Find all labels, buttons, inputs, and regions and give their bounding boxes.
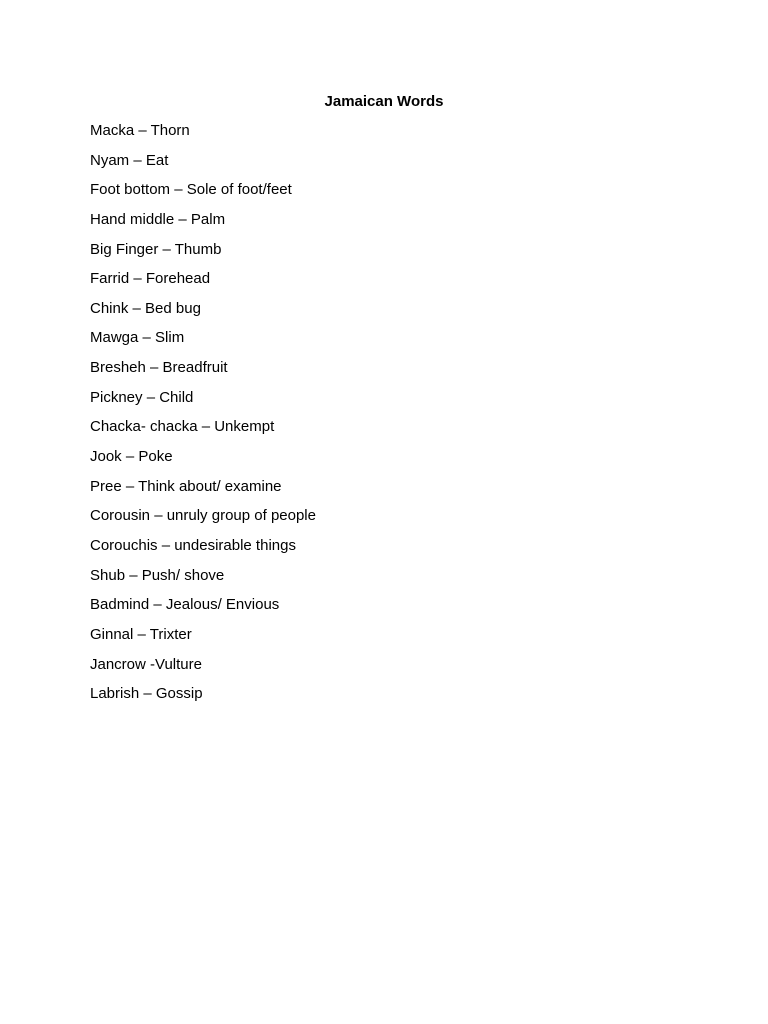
word-entry: Pickney – Child (90, 388, 194, 406)
word-entry: Nyam – Eat (90, 151, 169, 169)
word-entry: Macka – Thorn (90, 122, 190, 139)
word-entry: Jancrow -Vulture (90, 655, 202, 673)
word-entry: Chink – Bed bug (90, 299, 201, 317)
word-entry: Foot bottom – Sole of foot/feet (90, 181, 292, 199)
word-entry: Ginnal – Trixter (90, 625, 192, 643)
word-entry: Shub – Push/ shove (90, 566, 225, 584)
document-title: Jamaican Words (324, 93, 444, 110)
word-entry: Labrish – Gossip (90, 685, 203, 703)
word-entry: Badmind – Jealous/ Envious (90, 596, 280, 614)
word-entry: Hand middle – Palm (90, 210, 226, 228)
word-entry: Big Finger – Thumb (90, 240, 222, 258)
word-entry: Mawga – Slim (90, 329, 185, 347)
word-entry: Corouchis – undesirable things (90, 536, 296, 554)
word-entry: Chacka- chacka – Unkempt (90, 418, 275, 436)
word-entry: Pree – Think about/ examine (90, 477, 282, 495)
word-list (90, 121, 316, 714)
word-entry: Corousin – unruly group of people (90, 507, 316, 525)
word-entry: Bresheh – Breadfruit (90, 359, 228, 377)
word-entry: Jook – Poke (90, 448, 173, 466)
word-entry: Farrid – Forehead (90, 270, 211, 288)
